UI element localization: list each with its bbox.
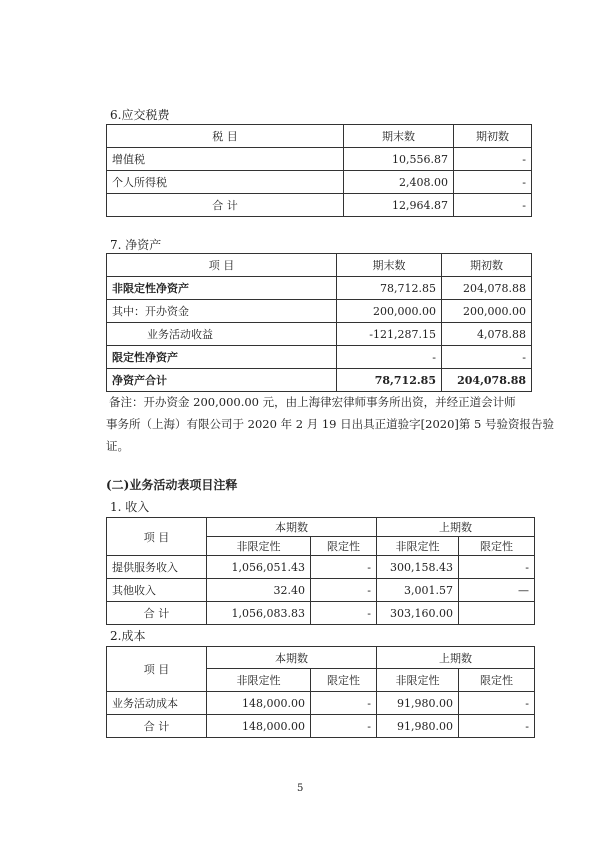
- row-begin: -: [454, 194, 532, 217]
- row-end: 78,712.85: [337, 277, 442, 300]
- note-line: 备注：开办资金 200,000.00 元，由上海律宏律师事务所出资，并经正道会计师: [109, 395, 516, 409]
- sub-restricted: 限定性: [459, 537, 535, 556]
- pri-res: [459, 602, 535, 625]
- cur-res: -: [311, 579, 377, 602]
- cur-res: -: [311, 692, 377, 715]
- table-row: [107, 346, 532, 369]
- sub-unrestricted: 非限定性: [207, 537, 311, 556]
- header-end: 期末数: [337, 254, 442, 277]
- table-row: [107, 300, 532, 323]
- table-row: [107, 556, 535, 579]
- net-assets-table: [106, 253, 532, 392]
- row-begin: 4,078.88: [442, 323, 532, 346]
- table-total-row: [107, 369, 532, 392]
- sub-restricted: 限定性: [459, 669, 535, 692]
- header-item: 税 目: [107, 125, 344, 148]
- cur-res: -: [311, 602, 377, 625]
- note-line: 事务所（上海）有限公司于 2020 年 2 月 19 日出具正道验字[2020]第 5 号验资报告验: [106, 417, 555, 431]
- row-end: -: [337, 346, 442, 369]
- row-begin: -: [454, 171, 532, 194]
- cur-unres: 1,056,083.83: [207, 602, 311, 625]
- row-end: 10,556.87: [344, 148, 454, 171]
- header-current: 本期数: [207, 518, 377, 537]
- cost-table: [106, 646, 535, 738]
- row-label: 提供服务收入: [107, 556, 207, 579]
- row-begin: -: [454, 148, 532, 171]
- table-header-row: [107, 647, 535, 669]
- cur-unres: 148,000.00: [207, 715, 311, 738]
- pri-res: -: [459, 692, 535, 715]
- note-line: 证。: [106, 439, 129, 453]
- row-end: 12,964.87: [344, 194, 454, 217]
- table-row: [107, 579, 535, 602]
- sub-unrestricted: 非限定性: [207, 669, 311, 692]
- cur-res: -: [311, 556, 377, 579]
- row-end: -121,287.15: [337, 323, 442, 346]
- tax-payable-table: [106, 124, 532, 217]
- sub-restricted: 限定性: [311, 669, 377, 692]
- table-total-row: [107, 602, 535, 625]
- header-prior: 上期数: [377, 647, 535, 669]
- part2-title: (二)业务活动表项目注释: [106, 478, 238, 492]
- cur-unres: 148,000.00: [207, 692, 311, 715]
- row-label: 增值税: [107, 148, 344, 171]
- section7-title: 7. 净资产: [110, 238, 162, 252]
- table-total-row: [107, 194, 532, 217]
- row-label: 合 计: [107, 194, 344, 217]
- sub-unrestricted: 非限定性: [377, 537, 459, 556]
- header-begin: 期初数: [442, 254, 532, 277]
- row-end: 2,408.00: [344, 171, 454, 194]
- header-end: 期末数: [344, 125, 454, 148]
- row-label: 非限定性净资产: [107, 277, 337, 300]
- header-item: 项 目: [107, 518, 207, 556]
- table-row: [107, 148, 532, 171]
- row-begin: 204,078.88: [442, 369, 532, 392]
- sub-restricted: 限定性: [311, 537, 377, 556]
- income-table: [106, 517, 535, 625]
- income-title: 1. 收入: [110, 500, 150, 514]
- row-begin: 200,000.00: [442, 300, 532, 323]
- page-number: 5: [297, 783, 304, 794]
- header-item: 项 目: [107, 647, 207, 692]
- table-row: [107, 323, 532, 346]
- row-label: 合 计: [107, 715, 207, 738]
- table-row: [107, 692, 535, 715]
- cost-title: 2.成本: [110, 629, 146, 643]
- pri-unres: 91,980.00: [377, 692, 459, 715]
- pri-res: —: [459, 579, 535, 602]
- row-label: 合 计: [107, 602, 207, 625]
- cur-unres: 32.40: [207, 579, 311, 602]
- row-label: 限定性净资产: [107, 346, 337, 369]
- table-header-row: [107, 254, 532, 277]
- row-label: 业务活动收益: [107, 323, 337, 346]
- header-begin: 期初数: [454, 125, 532, 148]
- row-begin: 204,078.88: [442, 277, 532, 300]
- table-header-row: [107, 125, 532, 148]
- row-end: 78,712.85: [337, 369, 442, 392]
- header-prior: 上期数: [377, 518, 535, 537]
- table-header-row: [107, 518, 535, 537]
- row-label: 其中：开办资金: [107, 300, 337, 323]
- table-row: [107, 277, 532, 300]
- table-row: [107, 171, 532, 194]
- row-label: 业务活动成本: [107, 692, 207, 715]
- row-label: 其他收入: [107, 579, 207, 602]
- pri-unres: 91,980.00: [377, 715, 459, 738]
- pri-unres: 303,160.00: [377, 602, 459, 625]
- row-end: 200,000.00: [337, 300, 442, 323]
- sub-unrestricted: 非限定性: [377, 669, 459, 692]
- pri-res: -: [459, 556, 535, 579]
- row-label: 个人所得税: [107, 171, 344, 194]
- pri-unres: 300,158.43: [377, 556, 459, 579]
- header-current: 本期数: [207, 647, 377, 669]
- pri-unres: 3,001.57: [377, 579, 459, 602]
- pri-res: -: [459, 715, 535, 738]
- cur-res: -: [311, 715, 377, 738]
- section6-title: 6.应交税费: [110, 108, 170, 122]
- cur-unres: 1,056,051.43: [207, 556, 311, 579]
- row-begin: -: [442, 346, 532, 369]
- row-label: 净资产合计: [107, 369, 337, 392]
- header-item: 项 目: [107, 254, 337, 277]
- net-assets-note: [106, 391, 555, 457]
- table-total-row: [107, 715, 535, 738]
